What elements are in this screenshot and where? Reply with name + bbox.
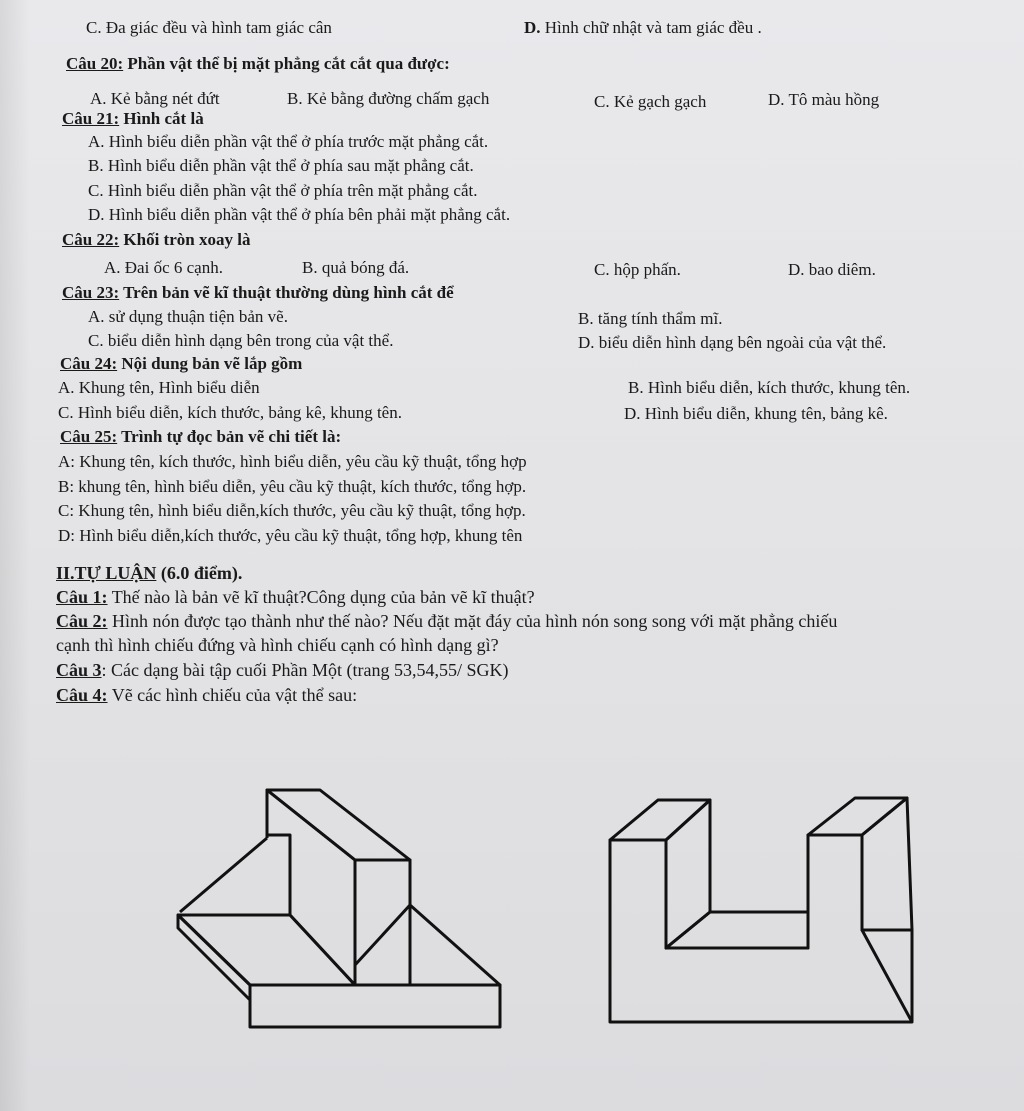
essay-q3-label: Câu 3 (56, 660, 102, 680)
essay-q3 (56, 660, 508, 680)
q20-option-c: C. Kẻ gạch gạch (594, 92, 707, 111)
fig1-back-bottom-edge (180, 838, 267, 912)
q20-option-a: A. Kẻ bằng nét đứt (90, 89, 220, 108)
page-shadow (0, 0, 30, 1111)
q25-option-a: A: Khung tên, kích thước, hình biểu diễn, yêu cầu kỹ thuật, tổng hợp (58, 452, 527, 471)
q23-stem (62, 283, 454, 303)
essay-q2-label: Câu 2: (56, 611, 108, 631)
q20-stem (66, 54, 450, 74)
q24-text: Nội dung bản vẽ lắp gồm (117, 354, 303, 373)
q22-option-a: A. Đai ốc 6 cạnh. (104, 258, 223, 277)
q23-option-b: B. tăng tính thẩm mĩ. (578, 309, 723, 328)
q20-text: Phần vật thể bị mặt phẳng cắt cắt qua được: (123, 54, 450, 73)
q23-label: Câu 23: (62, 283, 120, 302)
q22-stem (62, 230, 250, 250)
fig1-base-top-left (178, 915, 355, 985)
fig1-web-side (267, 790, 355, 985)
essay-q3-text: : Các dạng bài tập cuối Phần Một (trang 53,54,55/ SGK) (101, 660, 509, 680)
q23-option-a: A. sử dụng thuận tiện bản vẽ. (88, 307, 288, 326)
object-figure-1 (170, 780, 510, 1040)
fig2-left-top (610, 800, 710, 840)
fig1-base-front (250, 985, 500, 1027)
q25-text: Trình tự đọc bản vẽ chi tiết là: (117, 427, 342, 446)
fig2-left-inner (666, 800, 710, 948)
q19-option-d-text: Hình chữ nhật và tam giác đều . (540, 18, 762, 37)
q25-option-d: D: Hình biểu diễn,kích thước, yêu cầu kỹ thuật, tổng hợp, khung tên (58, 526, 523, 545)
q22-label: Câu 22: (62, 230, 120, 249)
q19-option-d-label: D. (524, 18, 541, 37)
essay-q2-continued: cạnh thì hình chiếu đứng và hình chiếu cạnh có hình dạng gì? (56, 635, 499, 655)
q24-stem (60, 354, 302, 374)
q22-option-d: D. bao diêm. (788, 260, 876, 279)
q22-text: Khối tròn xoay là (119, 230, 251, 249)
fig1-base-top-right (355, 905, 500, 985)
q21-stem (62, 109, 204, 129)
object-figure-2 (600, 790, 920, 1030)
q24-label: Câu 24: (60, 354, 118, 373)
q22-option-b: B. quả bóng đá. (302, 258, 410, 277)
q24-option-b: B. Hình biểu diễn, kích thước, khung tên. (628, 378, 911, 397)
fig2-side-edge (862, 930, 912, 1022)
fig1-web-front (355, 860, 410, 985)
q21-option-a: A. Hình biểu diễn phần vật thể ở phía trước mặt phẳng cắt. (88, 132, 489, 151)
q24-option-a: A. Khung tên, Hình biểu diễn (58, 378, 260, 397)
part2-title: II.TỰ LUẬN (56, 563, 157, 583)
q19-option-d (524, 18, 762, 38)
q25-option-c: C: Khung tên, hình biểu diễn,kích thước, yêu cầu kỹ thuật, tổng hợp. (58, 501, 526, 520)
q25-label: Câu 25: (60, 427, 118, 446)
q20-option-b: B. Kẻ bằng đường chấm gạch (287, 89, 490, 108)
q25-stem (60, 427, 341, 447)
q21-option-c: C. Hình biểu diễn phần vật thể ở phía trên mặt phẳng cắt. (88, 181, 478, 200)
q22-option-c: C. hộp phấn. (594, 260, 681, 279)
essay-q1-text: Thế nào là bản vẽ kĩ thuật?Công dụng của bản vẽ kĩ thuật? (107, 587, 535, 607)
fig2-right-side (862, 798, 912, 930)
q21-option-d: D. Hình biểu diễn phần vật thể ở phía bên phải mặt phẳng cắt. (88, 205, 511, 224)
q23-option-c: C. biểu diễn hình dạng bên trong của vật thể. (88, 331, 394, 350)
q23-option-d: D. biểu diễn hình dạng bên ngoài của vật thể. (578, 333, 887, 352)
q21-label: Câu 21: (62, 109, 120, 128)
q24-option-c: C. Hình biểu diễn, kích thước, bảng kê, khung tên. (58, 403, 402, 422)
essay-q4 (56, 685, 357, 705)
fig2-floor (666, 912, 808, 948)
q20-label: Câu 20: (66, 54, 124, 73)
fig1-left-slab-edge (178, 915, 250, 1000)
part2-points: (6.0 điểm). (156, 563, 243, 583)
fig1-top-face (267, 790, 410, 860)
q20-option-d: D. Tô màu hồng (768, 90, 880, 109)
q25-option-b: B: khung tên, hình biểu diễn, yêu cầu kỹ thuật, kích thước, tổng hợp. (58, 477, 527, 496)
essay-q1 (56, 587, 535, 607)
essay-q1-label: Câu 1: (56, 587, 108, 607)
essay-q4-label: Câu 4: (56, 685, 108, 705)
q19-option-c: C. Đa giác đều và hình tam giác cân (86, 18, 332, 37)
q23-text: Trên bản vẽ kĩ thuật thường dùng hình cắt để (119, 283, 454, 302)
essay-q2-text: Hình nón được tạo thành như thế nào? Nếu đặt mặt đáy của hình nón song song với mặt phẳng chiếu (107, 611, 838, 631)
q24-option-d: D. Hình biểu diễn, khung tên, bảng kê. (624, 404, 888, 423)
q21-text: Hình cắt là (119, 109, 204, 128)
part2-heading (56, 563, 242, 583)
essay-q2 (56, 611, 837, 631)
essay-q4-text: Vẽ các hình chiếu của vật thể sau: (107, 685, 358, 705)
fig2-right-top (808, 798, 907, 835)
q21-option-b: B. Hình biểu diễn phần vật thể ở phía sau mặt phẳng cắt. (88, 156, 474, 175)
